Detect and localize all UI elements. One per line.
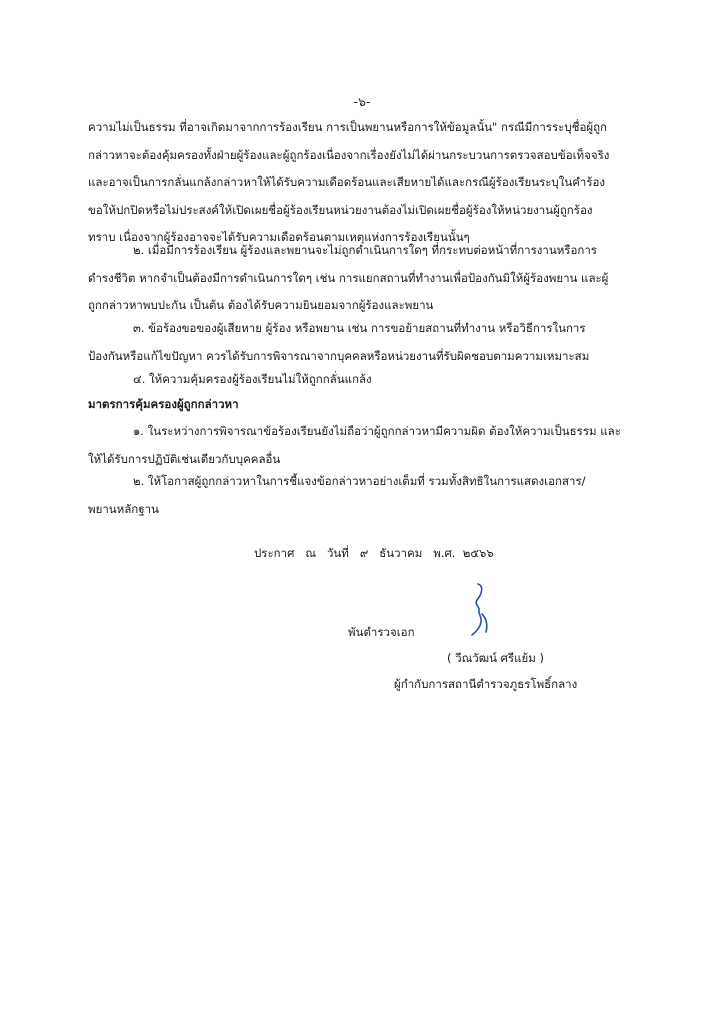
handwritten-signature [462,580,502,640]
paragraph-accused-item-1 [88,418,648,473]
paragraph-accused-item-2 [88,468,648,523]
page-number: -๖- [353,94,371,109]
text-line: พยานหลักฐาน [88,501,159,516]
paragraph-protection-continued [88,114,648,252]
text-line: ๒. ให้โอกาสผู้ถูกกล่าวหาในการชี้แจงข้อกล่าวหาอย่างเต็มที่ รวมทั้งสิทธิในการแสดงเอกสาร/ [133,474,586,488]
section-heading [88,391,648,419]
text-line: ๑. ในระหว่างการพิจารณาข้อร้องเรียนยังไม่ถือว่าผู้ถูกกล่าวหามีความผิด ต้องให้ความเป็นธรรม และ [133,424,621,438]
signer-position: ผู้กำกับการสถานีตำรวจภูธรโพธิ์กลาง [394,677,578,691]
text-line: ๔. ให้ความคุ้มครองผู้ร้องเรียนไม่ให้ถูกกลั่นแกล้ง [133,372,372,386]
text-line: ทราบ เนื่องจากผู้ร้องอาจจะได้รับความเดือดร้อนตามเหตุแห่งการร้องเรียนนั้นๆ [88,230,470,244]
text-line: ๓. ข้อร้องขอของผู้เสียหาย ผู้ร้อง หรือพยาน เช่น การขอย้ายสถานที่ทำงาน หรือวิธีการในการ [133,321,586,335]
heading-text: มาตรการคุ้มครองผู้ถูกกล่าวหา [88,397,239,411]
text-line: ความไม่เป็นธรรม ที่อาจเกิดมาจากการร้องเรียน การเป็นพยานหรือการให้ข้อมูลนั้น" กรณีมีการระบุชื่อผู้ถูก [88,120,608,134]
text-line: ถูกกล่าวหาพบปะกัน เป็นต้น ต้องได้รับความยินยอมจากผู้ร้องและพยาน [88,298,434,312]
text-line: ให้ได้รับการปฏิบัติเช่นเดียวกับบุคคลอื่น [88,451,281,466]
paragraph-item-4 [88,366,648,394]
text-line: ขอให้ปกปิดหรือไม่ประสงค์ให้เปิดเผยชื่อผู้ร้องเรียนหน่วยงานต้องไม่เปิดเผยชื่อผู้ร้องให้หน่วยงานผู้ถูกร้อง [88,202,593,217]
paragraph-item-2 [88,237,648,320]
paragraph-item-3 [88,315,648,370]
signer-name: ( วีณวัฒน์ ศรีแย้ม ) [447,651,544,665]
text-line: ดำรงชีวิต หากจำเป็นต้องมีการดำเนินการใดๆ เช่น การแยกสถานที่ทำงานเพื่อป้องกันมิให้ผู้ร้องพยาน และผู้ [88,270,609,285]
text-line: ๒. เมื่อมีการร้องเรียน ผู้ร้องและพยานจะไม่ถูกดำเนินการใดๆ ที่กระทบต่อหน้าที่การงานหรือการ [133,243,597,257]
announcement-date: ประกาศ ณ วันที่ ๙ ธันวาคม พ.ศ. ๒๕๖๖ [254,546,494,560]
text-line: กล่าวหาจะต้องคุ้มครองทั้งฝ่ายผู้ร้องและผู้ถูกร้องเนื่องจากเรื่องยังไม่ได้ผ่านกระบวนการตรวจสอบข้อเท็จจริง [88,147,610,162]
signer-rank: พันตำรวจเอก [348,625,415,639]
text-line: ป้องกันหรือแก้ไขปัญหา ควรได้รับการพิจารณาจากบุคคลหรือหน่วยงานที่รับผิดชอบตามความเหมาะสม [88,348,590,363]
text-line: และอาจเป็นการกลั่นแกล้งกล่าวหาให้ได้รับความเดือดร้อนและเสียหายได้และกรณีผู้ร้องเรียนระบุในคำร้อง [88,175,606,189]
